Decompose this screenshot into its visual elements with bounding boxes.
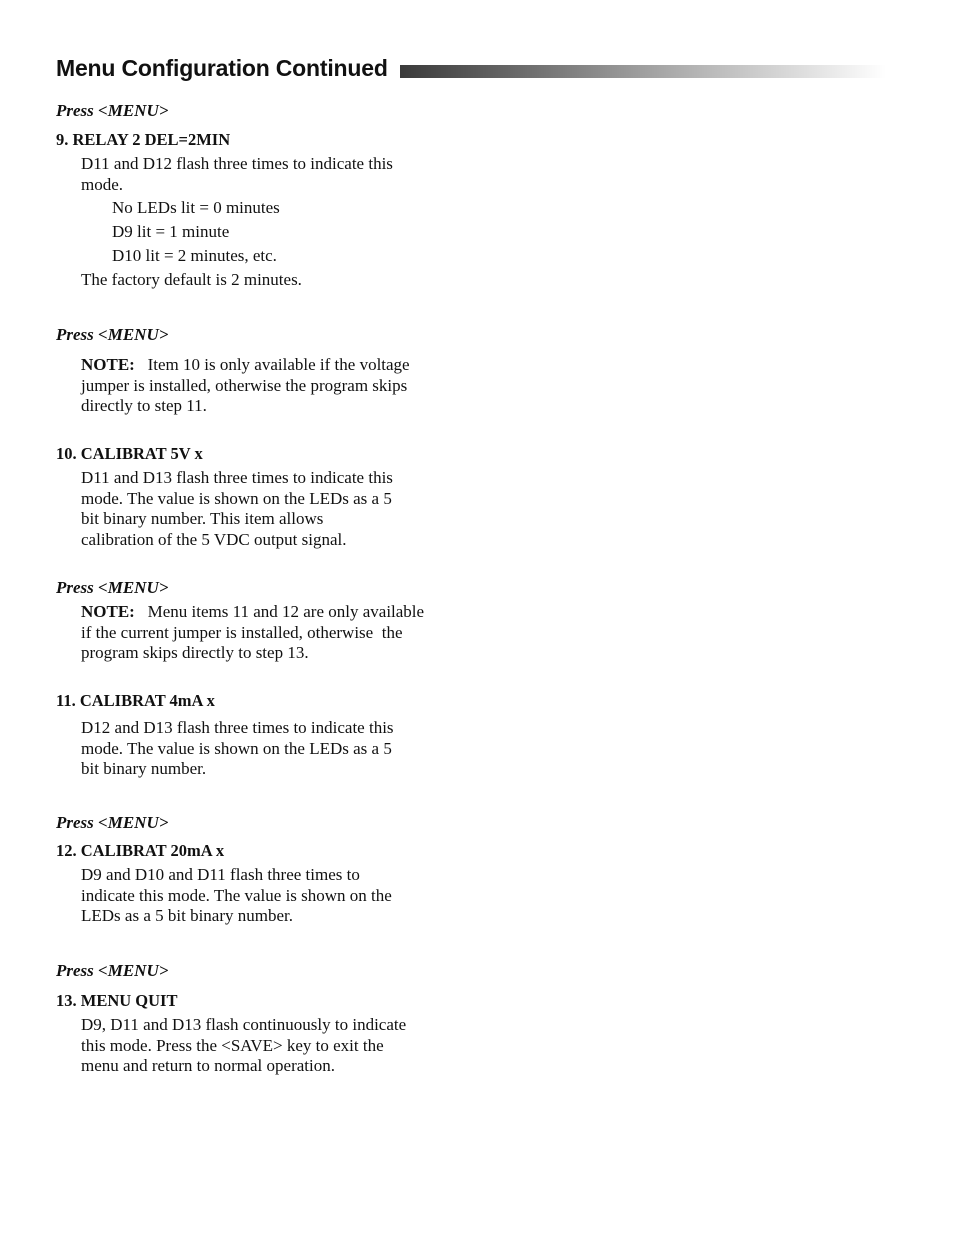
text-line: program skips directly to step 13.	[81, 643, 309, 662]
text-line: if the current jumper is installed, otherwise the	[81, 622, 403, 642]
item-9-option: D9 lit = 1 minute	[112, 222, 230, 241]
item-9-default: The factory default is 2 minutes.	[81, 270, 302, 289]
press-menu-instruction: Press <MENU>	[56, 961, 169, 980]
text-line: bit binary number. This item allows	[81, 509, 324, 528]
note-11-12	[81, 602, 471, 664]
text-line: jumper is installed, otherwise the program skips	[81, 375, 408, 395]
item-9-option: No LEDs lit = 0 minutes	[112, 198, 280, 217]
text-line: LEDs as a 5 bit binary number.	[81, 906, 293, 925]
note-label: NOTE:	[81, 355, 135, 374]
item-11-heading: 11. CALIBRAT 4mA x	[56, 691, 215, 710]
item-13-description	[81, 1015, 466, 1077]
item-12-description	[81, 865, 466, 927]
page-header	[56, 52, 886, 84]
text-line: bit binary number.	[81, 759, 207, 778]
text-line: D12 and D13 flash three times to indicate this	[81, 718, 394, 737]
press-menu-instruction: Press <MENU>	[56, 101, 169, 120]
item-13-heading: 13. MENU QUIT	[56, 991, 178, 1010]
text-line	[81, 602, 471, 623]
text-line: D11 and D13 flash three times to indicate this	[81, 468, 393, 487]
item-9-heading: 9. RELAY 2 DEL=2MIN	[56, 130, 231, 149]
text-line: calibration of the 5 VDC output signal.	[81, 529, 347, 549]
text-line: D9 and D10 and D11 flash three times to	[81, 865, 360, 884]
note-text: Item 10 is only available if the voltage	[147, 355, 410, 374]
note-10	[81, 355, 466, 417]
press-menu-instruction: Press <MENU>	[56, 578, 169, 597]
note-text: Menu items 11 and 12 are only available	[147, 602, 425, 621]
text-line: D9, D11 and D13 flash continuously to indicate	[81, 1015, 407, 1034]
text-line: indicate this mode. The value is shown on the	[81, 885, 392, 905]
text-line: this mode. Press the <SAVE> key to exit the	[81, 1035, 384, 1055]
item-10-description	[81, 468, 466, 550]
item-9-option: D10 lit = 2 minutes, etc.	[112, 246, 277, 265]
press-menu-instruction: Press <MENU>	[56, 813, 169, 832]
press-menu-instruction: Press <MENU>	[56, 325, 169, 344]
text-line: mode. The value is shown on the LEDs as a 5	[81, 738, 392, 758]
text-line: mode. The value is shown on the LEDs as a 5	[81, 488, 392, 508]
header-gradient-bar	[400, 65, 886, 78]
item-11-description	[81, 718, 466, 780]
note-label: NOTE:	[81, 602, 135, 621]
text-line: D11 and D12 flash three times to indicate this	[81, 154, 393, 173]
item-10-heading: 10. CALIBRAT 5V x	[56, 444, 203, 463]
page-title: Menu Configuration Continued	[56, 55, 388, 81]
text-line: directly to step 11.	[81, 396, 207, 415]
text-line: mode.	[81, 174, 124, 194]
item-9-description	[81, 154, 466, 195]
text-line	[81, 355, 466, 376]
item-12-heading: 12. CALIBRAT 20mA x	[56, 841, 225, 860]
text-line: menu and return to normal operation.	[81, 1056, 335, 1075]
